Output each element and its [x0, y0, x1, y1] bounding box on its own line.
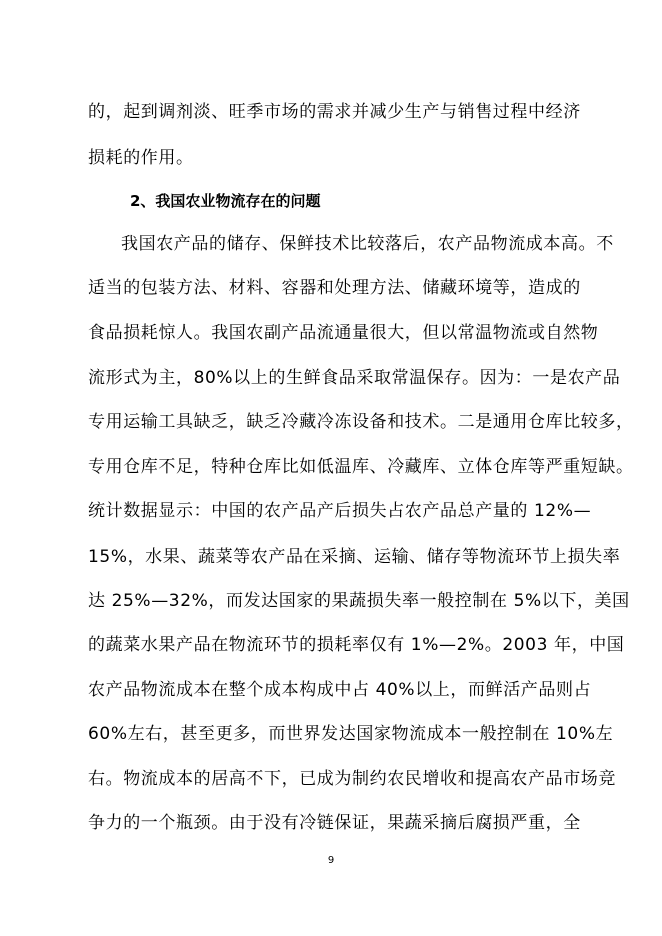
- section-heading: 2、我国农业物流存在的问题: [130, 192, 321, 210]
- paragraph-line: 适当的包装方法、材料、容器和处理方法、储藏环境等，造成的: [88, 278, 581, 298]
- paragraph-line: 统计数据显示：中国的农产品产后损失占农产品总产量的 12%—: [88, 501, 592, 521]
- paragraph-line: 争力的一个瓶颈。由于没有冷链保证，果蔬采摘后腐损严重，全: [88, 813, 581, 833]
- paragraph-line: 右。物流成本的居高不下，已成为制约农民增收和提高农产品市场竞: [88, 769, 616, 789]
- paragraph-line: 60%左右，甚至更多，而世界发达国家物流成本一般控制在 10%左: [88, 724, 614, 744]
- paragraph-line: 的蔬菜水果产品在物流环节的损耗率仅有 1%—2%。2003 年，中国: [88, 635, 625, 655]
- paragraph-line: 农产品物流成本在整个成本构成中占 40%以上，而鲜活产品则占: [88, 680, 592, 700]
- paragraph-line: 专用运输工具缺乏，缺乏冷藏冷冻设备和技术。二是通用仓库比较多，: [88, 412, 634, 432]
- paragraph-line: 达 25%—32%，而发达国家的果蔬损失率一般控制在 5%以下，美国: [88, 591, 630, 611]
- paragraph-line: 我国农产品的储存、保鲜技术比较落后，农产品物流成本高。不: [121, 234, 614, 254]
- paragraph-line: 流形式为主，80%以上的生鲜食品采取常温保存。因为：一是农产品: [88, 368, 621, 388]
- paragraph-line: 的，起到调剂淡、旺季市场的需求并减少生产与销售过程中经济: [88, 102, 581, 122]
- page-number: 9: [327, 855, 335, 866]
- paragraph-line: 食品损耗惊人。我国农副产品流通量很大，但以常温物流或自然物: [88, 323, 599, 343]
- paragraph-line: 15%，水果、蔬菜等农产品在采摘、运输、储存等物流环节上损失率: [88, 547, 621, 567]
- paragraph-line: 损耗的作用。: [88, 148, 194, 168]
- paragraph-line: 专用仓库不足，特种仓库比如低温库、冷藏库、立体仓库等严重短缺。: [88, 457, 634, 477]
